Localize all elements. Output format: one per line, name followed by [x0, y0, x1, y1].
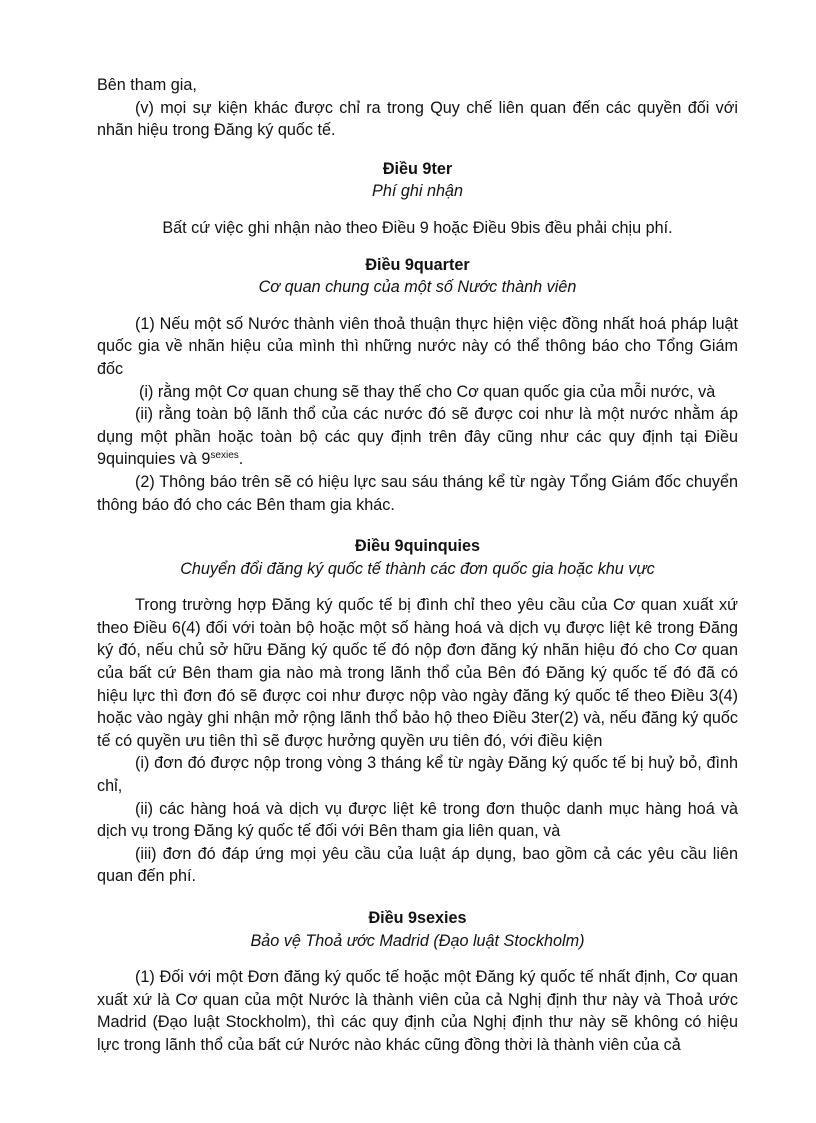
article-9sexies-paragraph-1: (1) Đối với một Đơn đăng ký quốc tế hoặc một Đăng ký quốc tế nhất định, Cơ quan xuất xứ là Cơ quan của một Nước là thành viên của cả Nghị định thư này và Thoả ước Madrid (Đạo luật Stockholm), thì các quy định của Nghị định thư này sẽ không có hiệu lực trong lãnh thổ của bất cứ Nước nào khác cũng đồng thời là thành viên của cả	[97, 968, 738, 1054]
article-9quinquies-item-i: (i) đơn đó được nộp trong vòng 3 tháng kể từ ngày Đăng ký quốc tế bị huỷ bỏ, đình chỉ,	[97, 754, 738, 796]
list-item-v: (v) mọi sự kiện khác được chỉ ra trong Quy chế liên quan đến các quyền đối với nhãn hiệu trong Đăng ký quốc tế.	[97, 98, 738, 140]
article-9quarter-paragraph-2: (2) Thông báo trên sẽ có hiệu lực sau sáu tháng kể từ ngày Tổng Giám đốc chuyển thông báo đó cho các Bên tham gia khác.	[97, 472, 738, 514]
item-ii-end: .	[238, 450, 244, 469]
article-9ter-subtitle: Phí ghi nhận	[372, 182, 463, 201]
article-9quinquies-title: Điều 9quinquies	[354, 537, 481, 556]
article-9sexies-title: Điều 9sexies	[368, 909, 467, 927]
paragraph-continuation: Bên tham gia,	[97, 76, 197, 94]
article-9quarter-item-i: (i) rằng một Cơ quan chung sẽ thay thế cho Cơ quan quốc gia của mỗi nước, và	[139, 382, 716, 401]
article-9quarter-item-ii	[97, 403, 738, 471]
article-9quarter-paragraph-1: (1) Nếu một số Nước thành viên thoả thuận thực hiện việc đồng nhất hoá pháp luật quốc gia về nhãn hiệu của mình thì những nước này có thể thông báo cho Tổng Giám đốc	[97, 314, 738, 378]
article-9quinquies-item-iii: (iii) đơn đó đáp ứng mọi yêu cầu của luật áp dụng, bao gồm cả các yêu cầu liên quan đến phí.	[97, 844, 738, 886]
article-9sexies-subtitle: Bảo vệ Thoả ước Madrid (Đạo luật Stockholm)	[250, 931, 585, 950]
item-ii-superscript: sexies	[210, 450, 239, 462]
article-9quarter-subtitle: Cơ quan chung của một số Nước thành viên	[258, 278, 577, 297]
article-9quarter-title: Điều 9quarter	[365, 255, 470, 274]
item-ii-text: (ii) rằng toàn bộ lãnh thổ của các nước đó sẽ được coi như là một nước nhằm áp dụng một phần hoặc toàn bộ các quy định trên đây cũng như các quy định tại Điều 9quinquies và 9	[97, 405, 738, 469]
article-9ter-body: Bất cứ việc ghi nhận nào theo Điều 9 hoặc Điều 9bis đều phải chịu phí.	[162, 218, 673, 237]
article-9quinquies-item-ii: (ii) các hàng hoá và dịch vụ được liệt kê trong đơn thuộc danh mục hàng hoá và dịch vụ trong Đăng ký quốc tế đối với Bên tham gia liên quan, và	[97, 799, 738, 841]
article-9quinquies-paragraph: Trong trường hợp Đăng ký quốc tế bị đình chỉ theo yêu cầu của Cơ quan xuất xứ theo Điều 6(4) đối với toàn bộ hoặc một số hàng hoá và dịch vụ được liệt kê trong Đăng ký đó, nếu chủ sở hữu Đăng ký quốc tế đó nộp đơn đăng ký nhãn hiệu đó cho Cơ quan của bất cứ Bên tham gia nào mà trong lãnh thổ của Bên đó Đăng ký quốc tế đó đã có hiệu lực thì đơn đó sẽ được coi như được nộp vào ngày đăng ký quốc tế theo Điều 3(4) hoặc vào ngày ghi nhận mở rộng lãnh thổ bảo hộ theo Điều 3ter(2) và, nếu đăng ký quốc tế có quyền ưu tiên thì sẽ được hưởng quyền ưu tiên đó, với điều kiện	[97, 596, 738, 750]
article-9quinquies-subtitle: Chuyển đổi đăng ký quốc tế thành các đơn quốc gia hoặc khu vực	[180, 559, 655, 578]
article-9ter-title: Điều 9ter	[382, 159, 453, 178]
document-page	[97, 74, 738, 1057]
